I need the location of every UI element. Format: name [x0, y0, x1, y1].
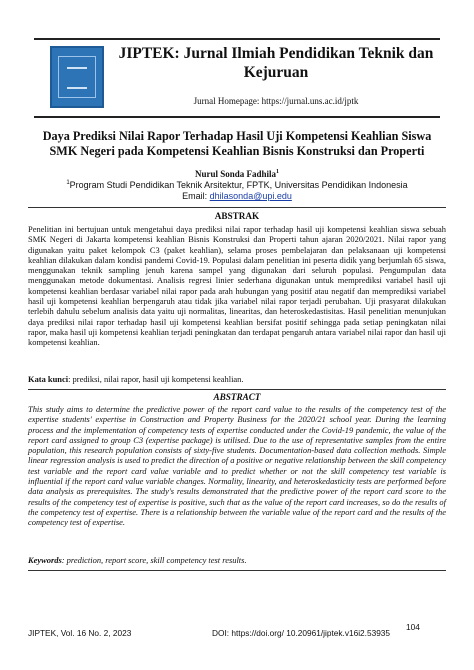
article-title: Daya Prediksi Nilai Rapor Terhadap Hasil Uji Kompetensi Keahlian Siswa SMK Negeri pada Kompetensi Keahlian Bisnis Konstruksi dan Properti: [42, 129, 432, 158]
journal-homepage: Jurnal Homepage: https://jurnal.uns.ac.id/jptk: [193, 96, 359, 106]
page-number: 104: [406, 622, 420, 632]
author-name: Nurul Sonda Fadhila: [194, 169, 277, 179]
author-line: [36, 169, 438, 179]
divider: [28, 570, 446, 571]
journal-logo: [50, 46, 104, 108]
affiliation-superscript: 1: [66, 180, 70, 186]
abstract-keywords: [28, 555, 446, 565]
keywords-label: Kata kunci: [28, 374, 69, 384]
email-label: Email:: [182, 191, 210, 201]
affiliation-line: [36, 180, 438, 190]
keywords-value: : prediction, report score, skill competency test results.: [61, 555, 247, 565]
email-line: [36, 191, 438, 201]
divider: [28, 389, 446, 390]
abstract-heading: ABSTRACT: [213, 392, 261, 402]
book-icon: [58, 56, 96, 98]
journal-title: JIPTEK: Jurnal Ilmiah Pendidikan Teknik dan Kejuruan: [118, 45, 434, 81]
keywords-label: Keywords: [28, 555, 62, 565]
abstrak-text: Penelitian ini bertujuan untuk mengetahui daya prediksi nilai rapor terhadap hasil uji kompetensi keahlian siswa sebuah SMK Negeri di Jakarta kompetensi keahlian Bisnis Konstruksi dan Properti tahun ajaran 2020/2021. Nilai rapor yang digunakan yaitu paket kelompok C3 (paket keahlian), selama proses pembelajaran dan pelaksanaan uji kompetensi keahlian dilakukan dalam kondisi pandemi Covid-19. Populasi dalam penelitian ini peserta didik yang berjumlah 65 siswa, menggunakan teknik sampling jenuh karena sampel yang digunakan dari seluruh populasi. Pengumpulan data menggunakan metode dokumentasi. Analisis regresi linier sederhana digunakan untuk memprediksi variabel hasil uji kompetensi keahlian berdasar variabel nilai rapor pada arah hubungan yang positif atau negatif dan memprediksi variabel hasil uji kompetensi keahlian berpengaruh atau tidak jika variabel nilai rapor terjadi perubahan. Uji prasyarat dilakukan terlebih dahulu sebelum analisis data yaitu uji normalitas, linearitas, dan heteroskedastisitas. Hasil penelitian menunjukan daya prediksi nilai rapor terhadap hasil uji kompetensi keahlian bersifat positif sehingga pada setiap peningkatan nilai rapor, maka hasil uji kompetensi keahlian terjadi peningkatan dan terdapat pengaruh antara variabel nilai rapor dan hasil uji kompetensi keahlian.: [28, 224, 446, 348]
email-link[interactable]: dhilasonda@upi.edu: [209, 191, 292, 201]
abstrak-keywords: [28, 374, 446, 384]
abstract-text: This study aims to determine the predictive power of the report card value to the results of the competency test of the expertise students' expertise in Construction and Property Business for the 2020/21 school year. During the learning process and the implementation of competency tests of expertise conducted under the Covid-19 pandemic, the value of the report card assigned to group C3 (expertise package) is utilised. Due to the use of representative samples from the entire population, this research population consists of sixty-five students. Documentation-based data collection methods. Simple linear regression analysis is used to predict the direction of a positive or negative relationship between the skill competency test variable and the report card value variable and to predict whether or not the skill competency test variable is influential if the report card value variable changes. Normality, linearity, and heteroskedasticity tests are performed before data analysis as prerequisites. The study's results demonstrated that the predictive power of the report card score to the results of the competency test of expertise is positive, such that as the value of the report card increases, so do the results of the competency test of expertise. There is a relationship between the variable value of the report card and the results of the competency test of expertise.: [28, 404, 446, 528]
author-superscript: 1: [276, 169, 280, 175]
affiliation: Program Studi Pendidikan Teknik Arsitektur, FPTK, Universitas Pendidikan Indonesia: [69, 180, 408, 190]
footer-doi[interactable]: DOI: https://doi.org/ 10.20961/jiptek.v16i2.53935: [212, 628, 391, 638]
footer-citation: JIPTEK, Vol. 16 No. 2, 2023: [28, 628, 132, 638]
abstrak-heading: ABSTRAK: [214, 211, 260, 221]
divider: [28, 207, 446, 208]
keywords-value: : prediksi, nilai rapor, hasil uji kompetensi keahlian.: [68, 374, 244, 384]
